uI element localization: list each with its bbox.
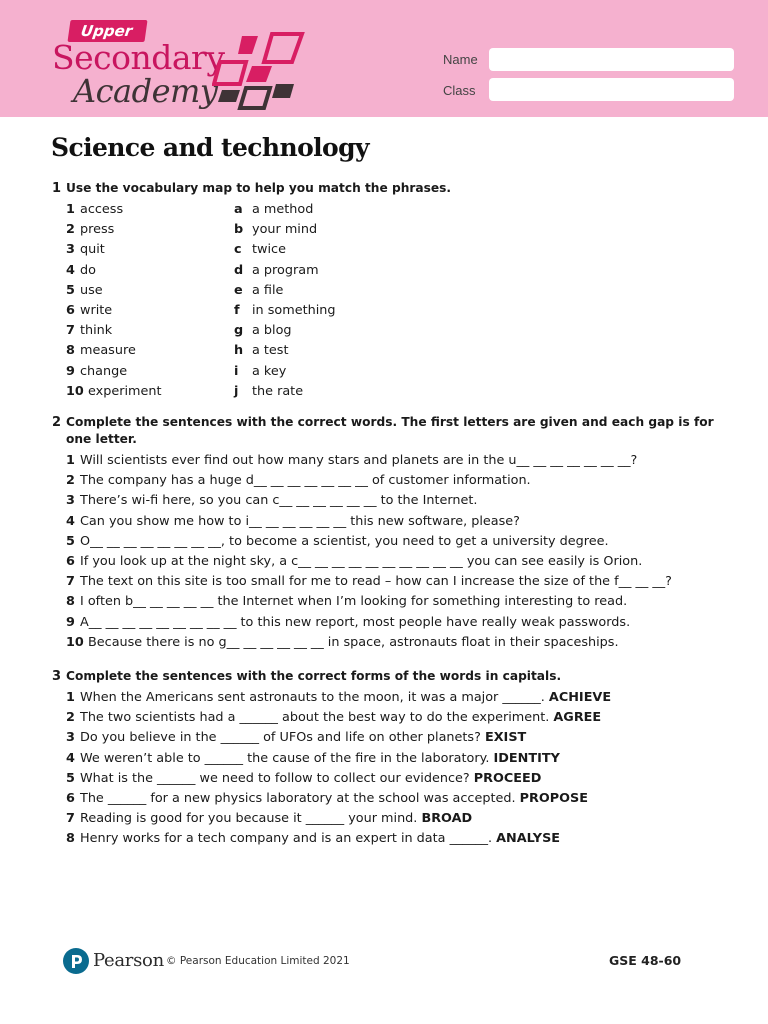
- item-number: 8: [66, 343, 75, 359]
- sentence-item: [52, 572, 732, 592]
- sentence-text: [80, 728, 526, 748]
- class-field[interactable]: [489, 78, 734, 101]
- item-number: 3: [66, 730, 75, 746]
- item-number: 4: [66, 262, 75, 278]
- item-number: 5: [66, 770, 75, 786]
- option-text: a test: [252, 343, 289, 359]
- item-text: use: [80, 282, 103, 298]
- sentence-body: Henry works for a tech company and is an expert in data ______.: [80, 831, 493, 847]
- item-text: quit: [80, 242, 105, 258]
- option-text: your mind: [252, 222, 318, 238]
- capital-word: BROAD: [421, 811, 473, 827]
- sentence-text: [80, 789, 588, 809]
- sentence-item: [52, 769, 732, 789]
- item-text: experiment: [88, 383, 162, 399]
- sentence-item: [52, 829, 732, 849]
- item-number: 2: [66, 222, 75, 238]
- sentence-text: [80, 809, 472, 829]
- item-number: 4: [66, 750, 75, 766]
- item-number: 6: [66, 553, 75, 569]
- exercise-1-instruction: [52, 180, 732, 197]
- capital-word: ANALYSE: [496, 831, 561, 847]
- list-item: [52, 200, 732, 220]
- item-number: 7: [66, 323, 75, 339]
- class-label: Class: [443, 83, 476, 98]
- item-number: 8: [66, 831, 75, 847]
- list-item: [52, 220, 732, 240]
- sentence-item: [52, 688, 732, 708]
- sentence-text: Can you show me how to i__ __ __ __ __ __ this new software, please?: [80, 513, 520, 529]
- sentence-item: [52, 532, 732, 552]
- pearson-logo-icon: [63, 948, 89, 974]
- sentence-item: [52, 633, 732, 653]
- word-formation-list: [52, 688, 732, 850]
- list-item: [52, 362, 732, 382]
- sentence-list: [52, 451, 732, 653]
- item-number: 6: [66, 302, 75, 318]
- sentence-text: A__ __ __ __ __ __ __ __ __ to this new report, most people have really weak passwords.: [80, 614, 631, 630]
- exercise-3: [52, 668, 732, 850]
- sentence-text: I often b__ __ __ __ __ the Internet when I’m looking for something interesting to read.: [80, 594, 628, 610]
- list-item: [52, 341, 732, 361]
- sentence-item: [52, 613, 732, 633]
- logo-academy-text: Academy: [73, 72, 218, 110]
- sentence-item: [52, 708, 732, 728]
- item-number: 10: [66, 634, 84, 650]
- sentence-body: When the Americans sent astronauts to the moon, it was a major ______.: [80, 690, 545, 705]
- sentence-body: Do you believe in the ______ of UFOs and life on other planets?: [80, 730, 481, 746]
- item-number: 2: [66, 473, 75, 489]
- item-text: do: [80, 262, 96, 278]
- list-item: [52, 301, 732, 321]
- header-band: [0, 0, 768, 117]
- sentence-text: [80, 749, 560, 769]
- option-letter: g: [234, 323, 244, 339]
- option-letter: a: [234, 202, 243, 217]
- sentence-item: [52, 749, 732, 769]
- capital-word: PROCEED: [473, 770, 542, 786]
- sentence-text: [80, 829, 560, 849]
- sentence-text: Because there is no g__ __ __ __ __ __ in space, astronauts float in their spaceships.: [88, 634, 619, 650]
- item-number: 3: [66, 242, 75, 258]
- pearson-wordmark: Pearson: [93, 950, 164, 971]
- item-number: 1: [66, 690, 75, 705]
- name-label: Name: [443, 52, 478, 67]
- sentence-item: [52, 471, 732, 491]
- option-text: twice: [252, 242, 286, 258]
- item-number: 1: [66, 453, 75, 468]
- item-number: 10: [66, 383, 84, 399]
- matching-list: [52, 200, 732, 402]
- logo-upper-badge: Upper: [67, 20, 147, 42]
- option-letter: d: [234, 262, 244, 278]
- option-text: a method: [252, 202, 314, 217]
- item-number: 6: [66, 790, 75, 806]
- page-title: Science and technology: [51, 133, 369, 162]
- option-text: in something: [252, 302, 336, 318]
- capital-word: PROPOSE: [519, 790, 588, 806]
- option-letter: b: [234, 222, 244, 238]
- list-item: [52, 281, 732, 301]
- exercise-3-instruction: [52, 668, 732, 685]
- sentence-item: [52, 451, 732, 471]
- sentence-body: The two scientists had a ______ about the best way to do the experiment.: [80, 710, 550, 726]
- sentence-item: [52, 592, 732, 612]
- sentence-body: The ______ for a new physics laboratory at the school was accepted.: [80, 790, 516, 806]
- item-text: think: [80, 323, 113, 339]
- exercise-2: [52, 414, 732, 653]
- option-text: the rate: [252, 383, 304, 399]
- option-letter: i: [234, 363, 239, 379]
- sentence-text: The text on this site is too small for me to read – how can I increase the size of the f__ __ __?: [80, 574, 672, 590]
- option-letter: c: [234, 242, 242, 258]
- option-text: a file: [252, 282, 284, 298]
- sentence-text: [80, 769, 541, 789]
- sentence-text: There’s wi-fi here, so you can c__ __ __ __ __ __ to the Internet.: [80, 493, 478, 509]
- item-number: 9: [66, 363, 75, 379]
- item-number: 1: [66, 202, 75, 217]
- item-text: write: [80, 302, 113, 318]
- item-text: measure: [80, 343, 136, 359]
- sentence-body: Reading is good for you because it ______ your mind.: [80, 811, 418, 827]
- sentence-text: [80, 708, 601, 728]
- item-text: access: [80, 202, 124, 217]
- sentence-body: We weren’t able to ______ the cause of the fire in the laboratory.: [80, 750, 490, 766]
- item-text: press: [80, 222, 115, 238]
- exercise-number: 2: [52, 415, 62, 430]
- sentence-text: [80, 688, 611, 708]
- exercise-1: [52, 180, 732, 402]
- list-item: [52, 261, 732, 281]
- gse-level: GSE 48-60: [609, 953, 682, 968]
- item-number: 7: [66, 811, 75, 827]
- capital-word: AGREE: [553, 710, 602, 726]
- sentence-text: The company has a huge d__ __ __ __ __ __ __ of customer information.: [80, 473, 531, 489]
- instruction-text: Complete the sentences with the correct words. The first letters are given and each gap is for one letter.: [66, 415, 714, 446]
- capital-word: ACHIEVE: [548, 690, 612, 705]
- sentence-item: [52, 552, 732, 572]
- item-number: 4: [66, 513, 75, 529]
- option-text: a blog: [252, 323, 292, 339]
- option-text: a program: [252, 262, 319, 278]
- sentence-item: [52, 809, 732, 829]
- sentence-item: [52, 728, 732, 748]
- capital-word: IDENTITY: [493, 750, 560, 766]
- sentence-text: O__ __ __ __ __ __ __ __, to become a scientist, you need to get a university degree.: [80, 533, 609, 549]
- item-number: 8: [66, 594, 75, 610]
- exercise-number: 1: [52, 181, 62, 196]
- logo-mark-icon: [212, 32, 308, 112]
- copyright-text: © Pearson Education Limited 2021: [166, 955, 350, 967]
- instruction-text: Use the vocabulary map to help you match the phrases.: [66, 181, 452, 195]
- instruction-text: Complete the sentences with the correct forms of the words in capitals.: [66, 669, 562, 683]
- sentence-text: Will scientists ever find out how many stars and planets are in the u__ __ __ __ __ __ __?: [80, 453, 638, 468]
- item-number: 2: [66, 710, 75, 726]
- sentence-item: [52, 789, 732, 809]
- item-text: change: [80, 363, 128, 379]
- capital-word: EXIST: [484, 730, 527, 746]
- item-number: 9: [66, 614, 75, 630]
- item-number: 5: [66, 533, 75, 549]
- sentence-text: If you look up at the night sky, a c__ __ __ __ __ __ __ __ __ __ you can see easily is Orion.: [80, 553, 643, 569]
- item-number: 3: [66, 493, 75, 509]
- item-number: 7: [66, 574, 75, 590]
- option-letter: e: [234, 282, 243, 298]
- item-number: 5: [66, 282, 75, 298]
- exercise-number: 3: [52, 669, 62, 684]
- logo-secondary-text: Secondary: [52, 38, 225, 77]
- option-text: a key: [252, 363, 287, 379]
- list-item: [52, 382, 732, 402]
- option-letter: h: [234, 343, 244, 359]
- list-item: [52, 321, 732, 341]
- option-letter: f: [234, 302, 240, 318]
- sentence-body: What is the ______ we need to follow to collect our evidence?: [80, 770, 470, 786]
- secondary-academy-logo: [52, 18, 312, 113]
- option-letter: j: [234, 383, 239, 399]
- list-item: [52, 240, 732, 260]
- exercise-2-instruction: [52, 414, 732, 448]
- sentence-item: [52, 512, 732, 532]
- name-field[interactable]: [489, 48, 734, 71]
- sentence-item: [52, 491, 732, 511]
